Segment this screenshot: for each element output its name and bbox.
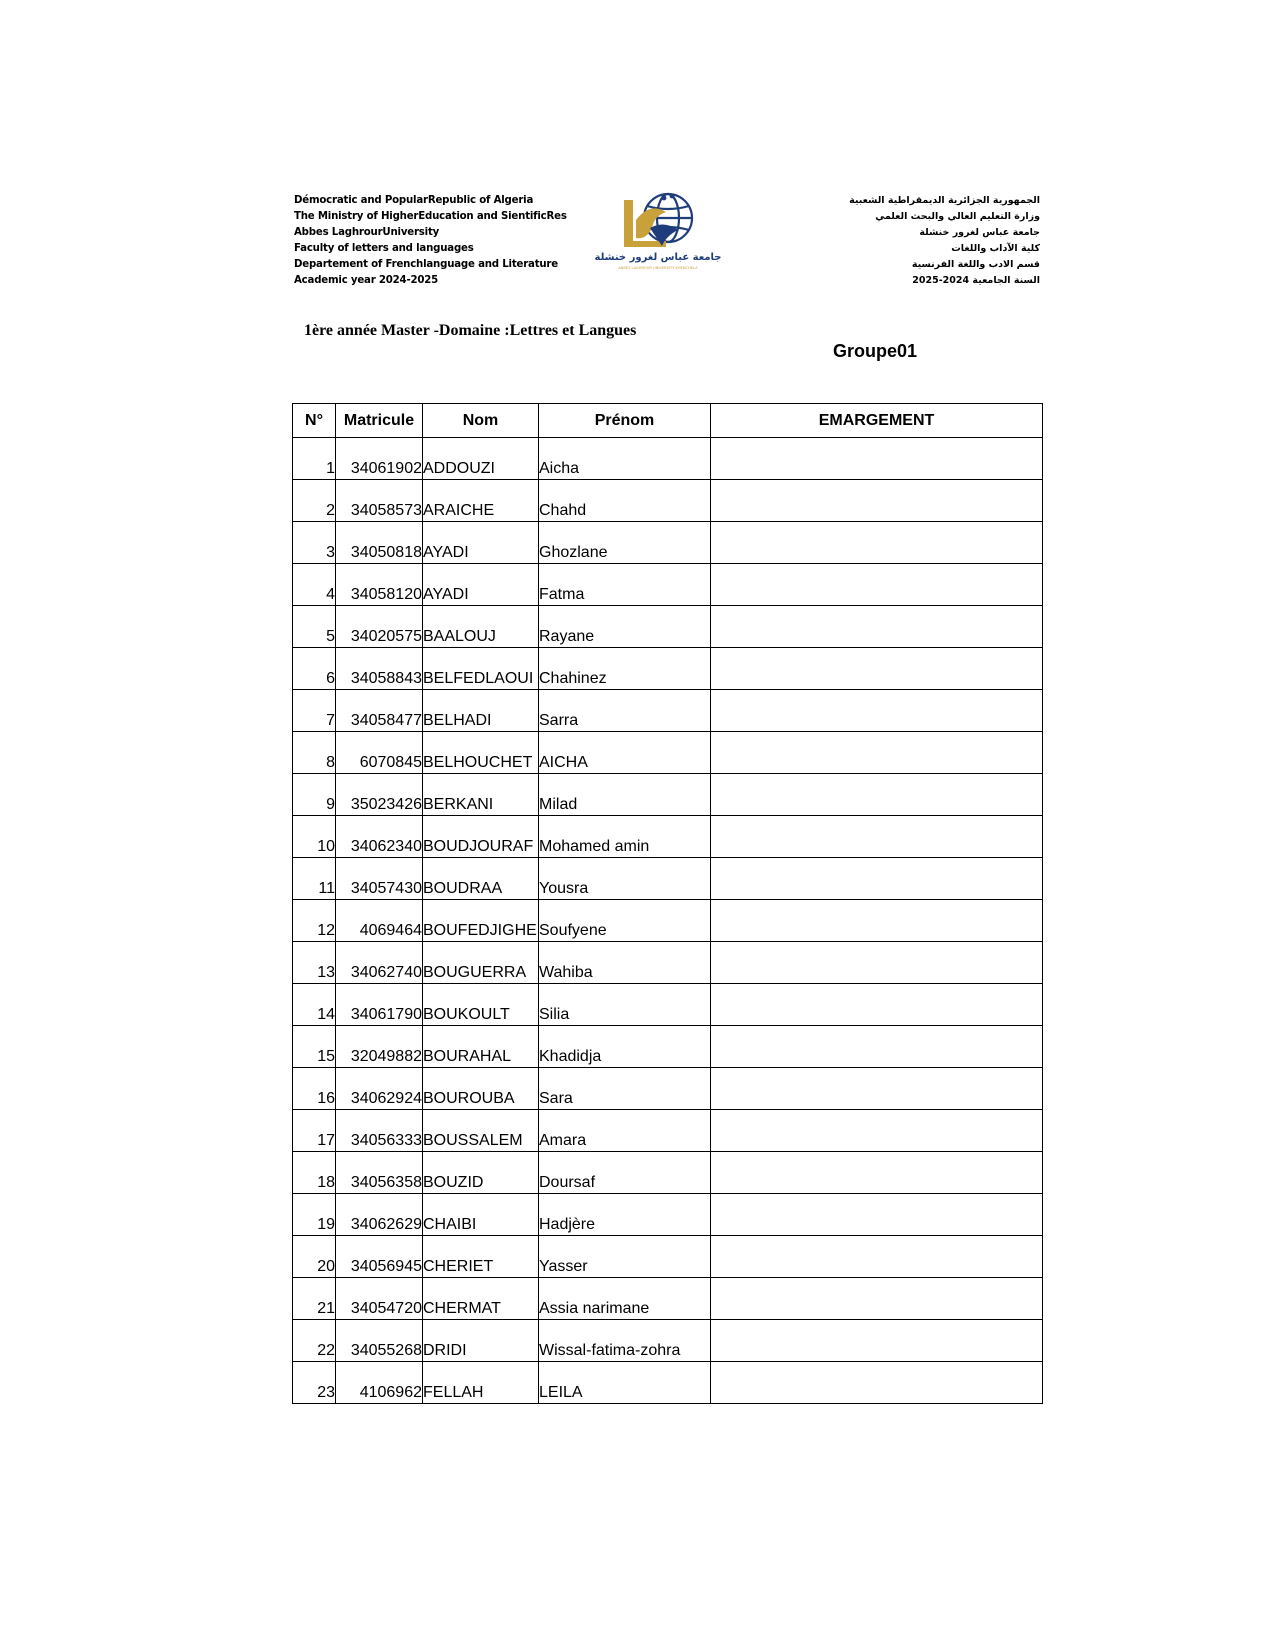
nom-cell: BOUGUERRA <box>423 942 539 984</box>
header-left-line: Academic year 2024-2025 <box>294 275 439 286</box>
signature-cell[interactable] <box>711 1194 1043 1236</box>
nom-cell: BOUZID <box>423 1152 539 1194</box>
header-left <box>294 193 567 289</box>
table-row <box>293 942 1043 984</box>
nom-cell: AYADI <box>423 564 539 606</box>
nom-cell: BELHADI <box>423 690 539 732</box>
nom-cell: BAALOUJ <box>423 606 539 648</box>
table-row <box>293 1152 1043 1194</box>
table-row <box>293 606 1043 648</box>
nom-cell: CHAIBI <box>423 1194 539 1236</box>
row-number: 8 <box>293 732 336 774</box>
matricule-cell: 4106962 <box>336 1362 423 1404</box>
row-number: 21 <box>293 1278 336 1320</box>
row-number: 4 <box>293 564 336 606</box>
row-number: 5 <box>293 606 336 648</box>
prenom-cell: Amara <box>539 1110 711 1152</box>
matricule-cell: 34058573 <box>336 480 423 522</box>
table-row <box>293 900 1043 942</box>
matricule-cell: 34056358 <box>336 1152 423 1194</box>
matricule-cell: 4069464 <box>336 900 423 942</box>
nom-cell: BOUKOULT <box>423 984 539 1026</box>
row-number: 10 <box>293 816 336 858</box>
prenom-cell: Soufyene <box>539 900 711 942</box>
header-num: N° <box>293 404 336 438</box>
prenom-cell: Yousra <box>539 858 711 900</box>
prenom-cell: Fatma <box>539 564 711 606</box>
prenom-cell: Ghozlane <box>539 522 711 564</box>
table-row <box>293 564 1043 606</box>
table-row <box>293 480 1043 522</box>
signature-cell[interactable] <box>711 606 1043 648</box>
table-row <box>293 438 1043 480</box>
table-row <box>293 1362 1043 1404</box>
table-row <box>293 522 1043 564</box>
row-number: 9 <box>293 774 336 816</box>
row-number: 19 <box>293 1194 336 1236</box>
table-row <box>293 1320 1043 1362</box>
signature-cell[interactable] <box>711 1110 1043 1152</box>
nom-cell: FELLAH <box>423 1362 539 1404</box>
nom-cell: BELFEDLAOUI <box>423 648 539 690</box>
attendance-table <box>292 403 1043 1404</box>
header-left-line: Faculty of letters and languages <box>294 243 474 254</box>
logo-arabic-text: جامعة عباس لغرور خنشلة <box>594 252 722 263</box>
signature-cell[interactable] <box>711 1278 1043 1320</box>
row-number: 22 <box>293 1320 336 1362</box>
matricule-cell: 34061790 <box>336 984 423 1026</box>
matricule-cell: 34062924 <box>336 1068 423 1110</box>
matricule-cell: 34062740 <box>336 942 423 984</box>
university-logo-icon <box>594 190 722 272</box>
signature-cell[interactable] <box>711 942 1043 984</box>
logo-latin-text: ABBES LAGHROUR UNIVERSITY KHENCHELA <box>618 266 698 270</box>
matricule-cell: 35023426 <box>336 774 423 816</box>
signature-cell[interactable] <box>711 816 1043 858</box>
prenom-cell: Milad <box>539 774 711 816</box>
header-right-line: وزارة التعليم العالي والبحث العلمي <box>875 211 1040 222</box>
group-title: Groupe01 <box>833 341 918 361</box>
table-row <box>293 1068 1043 1110</box>
matricule-cell: 34056333 <box>336 1110 423 1152</box>
row-number: 17 <box>293 1110 336 1152</box>
row-number: 23 <box>293 1362 336 1404</box>
table-header-row <box>293 404 1043 438</box>
signature-cell[interactable] <box>711 1068 1043 1110</box>
nom-cell: BERKANI <box>423 774 539 816</box>
header-right-line: جامعة عباس لغرور خنشلة <box>919 227 1040 238</box>
header-emargement: EMARGEMENT <box>711 404 1043 438</box>
table-row <box>293 648 1043 690</box>
nom-cell: ARAICHE <box>423 480 539 522</box>
matricule-cell: 34020575 <box>336 606 423 648</box>
table-row <box>293 1194 1043 1236</box>
signature-cell[interactable] <box>711 858 1043 900</box>
signature-cell[interactable] <box>711 1236 1043 1278</box>
nom-cell: DRIDI <box>423 1320 539 1362</box>
row-number: 6 <box>293 648 336 690</box>
nom-cell: BELHOUCHET <box>423 732 539 774</box>
header-left-line: Departement of Frenchlanguage and Literature <box>294 259 558 270</box>
table-row <box>293 1110 1043 1152</box>
row-number: 2 <box>293 480 336 522</box>
prenom-cell: Khadidja <box>539 1026 711 1068</box>
signature-cell[interactable] <box>711 774 1043 816</box>
table-row <box>293 1026 1043 1068</box>
signature-cell[interactable] <box>711 1320 1043 1362</box>
table-row <box>293 816 1043 858</box>
signature-cell[interactable] <box>711 984 1043 1026</box>
row-number: 12 <box>293 900 336 942</box>
header-matricule: Matricule <box>336 404 423 438</box>
row-number: 20 <box>293 1236 336 1278</box>
prenom-cell: Chahinez <box>539 648 711 690</box>
header-left-line: Démocratic and PopularRepublic of Algeria <box>294 195 534 206</box>
row-number: 15 <box>293 1026 336 1068</box>
prenom-cell: Chahd <box>539 480 711 522</box>
prenom-cell: Mohamed amin <box>539 816 711 858</box>
matricule-cell: 34062629 <box>336 1194 423 1236</box>
nom-cell: CHERMAT <box>423 1278 539 1320</box>
header-right-line: الجمهورية الجزائرية الديمقراطية الشعبية <box>849 195 1040 206</box>
signature-cell[interactable] <box>711 648 1043 690</box>
prenom-cell: Assia narimane <box>539 1278 711 1320</box>
prenom-cell: Sarra <box>539 690 711 732</box>
matricule-cell: 6070845 <box>336 732 423 774</box>
nom-cell: CHERIET <box>423 1236 539 1278</box>
table-row <box>293 858 1043 900</box>
header-right-line: كلية الآداب واللغات <box>951 243 1040 254</box>
nom-cell: AYADI <box>423 522 539 564</box>
prenom-cell: AICHA <box>539 732 711 774</box>
prenom-cell: Hadjère <box>539 1194 711 1236</box>
table-row <box>293 1236 1043 1278</box>
prenom-cell: Wahiba <box>539 942 711 984</box>
signature-cell[interactable] <box>711 480 1043 522</box>
matricule-cell: 34058120 <box>336 564 423 606</box>
signature-cell[interactable] <box>711 1152 1043 1194</box>
header-right-line: قسم الادب واللغة الفرنسية <box>911 259 1040 270</box>
prenom-cell: Yasser <box>539 1236 711 1278</box>
prenom-cell: Sara <box>539 1068 711 1110</box>
row-number: 3 <box>293 522 336 564</box>
nom-cell: BOURAHAL <box>423 1026 539 1068</box>
matricule-cell: 34058477 <box>336 690 423 732</box>
nom-cell: BOUROUBA <box>423 1068 539 1110</box>
prenom-cell: Wissal-fatima-zohra <box>539 1320 711 1362</box>
matricule-cell: 34058843 <box>336 648 423 690</box>
table-row <box>293 774 1043 816</box>
header-left-line: The Ministry of HigherEducation and SientificRes <box>294 211 567 222</box>
header-right <box>820 193 1040 289</box>
matricule-cell: 34057430 <box>336 858 423 900</box>
signature-cell[interactable] <box>711 690 1043 732</box>
signature-cell[interactable] <box>711 522 1043 564</box>
table-row <box>293 1278 1043 1320</box>
nom-cell: BOUFEDJIGHE <box>423 900 539 942</box>
signature-cell[interactable] <box>711 1026 1043 1068</box>
nom-cell: BOUSSALEM <box>423 1110 539 1152</box>
row-number: 13 <box>293 942 336 984</box>
matricule-cell: 34050818 <box>336 522 423 564</box>
row-number: 1 <box>293 438 336 480</box>
signature-cell[interactable] <box>711 732 1043 774</box>
nom-cell: ADDOUZI <box>423 438 539 480</box>
matricule-cell: 34054720 <box>336 1278 423 1320</box>
header-left-line: Abbes LaghrourUniversity <box>294 227 440 238</box>
signature-cell[interactable] <box>711 564 1043 606</box>
matricule-cell: 34056945 <box>336 1236 423 1278</box>
matricule-cell: 32049882 <box>336 1026 423 1068</box>
row-number: 18 <box>293 1152 336 1194</box>
prenom-cell: Rayane <box>539 606 711 648</box>
header-prenom: Prénom <box>539 404 711 438</box>
prenom-cell: Silia <box>539 984 711 1026</box>
table-body <box>293 438 1043 1404</box>
matricule-cell: 34061902 <box>336 438 423 480</box>
matricule-cell: 34062340 <box>336 816 423 858</box>
row-number: 7 <box>293 690 336 732</box>
signature-cell[interactable] <box>711 900 1043 942</box>
matricule-cell: 34055268 <box>336 1320 423 1362</box>
page-subtitle: 1ère année Master -Domaine :Lettres et Langues <box>304 322 637 339</box>
prenom-cell: LEILA <box>539 1362 711 1404</box>
prenom-cell: Doursaf <box>539 1152 711 1194</box>
table-row <box>293 732 1043 774</box>
header-nom: Nom <box>423 404 539 438</box>
signature-cell[interactable] <box>711 438 1043 480</box>
signature-cell[interactable] <box>711 1362 1043 1404</box>
table-row <box>293 690 1043 732</box>
nom-cell: BOUDRAA <box>423 858 539 900</box>
table-row <box>293 984 1043 1026</box>
row-number: 14 <box>293 984 336 1026</box>
row-number: 16 <box>293 1068 336 1110</box>
row-number: 11 <box>293 858 336 900</box>
prenom-cell: Aicha <box>539 438 711 480</box>
header-right-line: السنة الجامعية 2024-2025 <box>912 275 1040 286</box>
nom-cell: BOUDJOURAF <box>423 816 539 858</box>
